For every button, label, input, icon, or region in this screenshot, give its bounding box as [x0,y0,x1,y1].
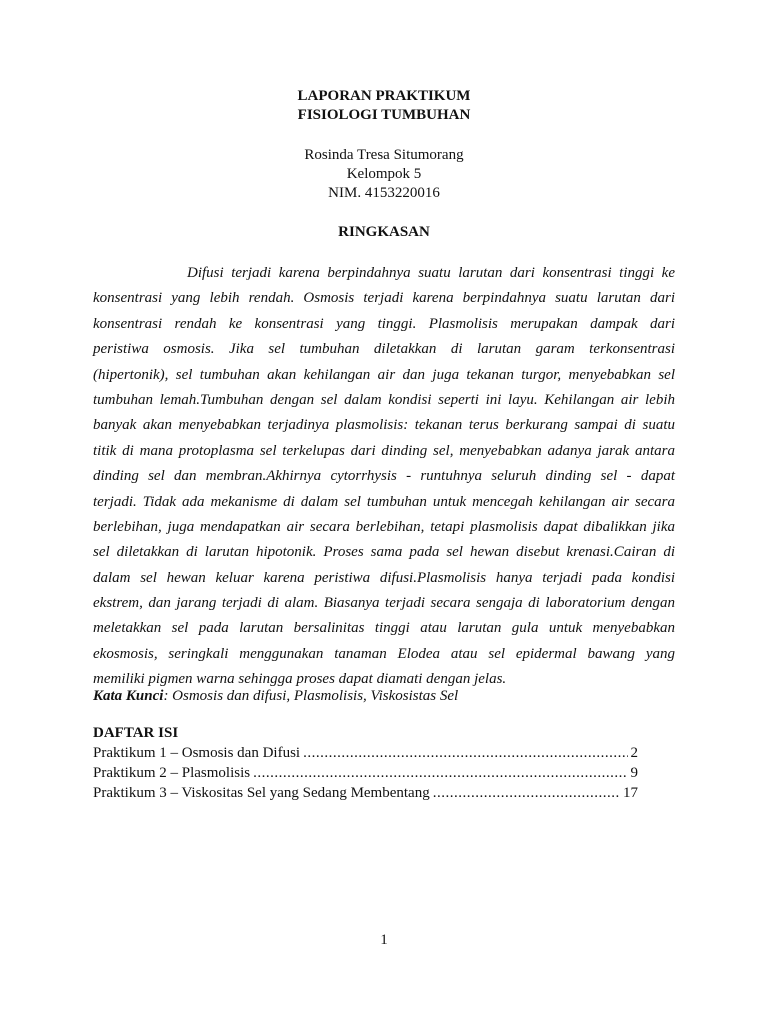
keywords-text: : Osmosis dan difusi, Plasmolisis, Viskosistas Sel [163,688,459,704]
summary-line: memiliki pigmen warna sehingga proses dapat diamati dengan jelas. [93,671,507,688]
author-nim: NIM. 4153220016 [328,185,440,201]
summary-line: sel diletakkan di larutan hipotonik. Proses sama pada sel hewan disebut krenasi.Cairan di [93,544,675,561]
summary-paragraph [93,261,675,693]
toc-entry[interactable] [93,743,638,763]
summary-line: konsentrasi yang lebih rendah. Osmosis terjadi karena berpindahnya suatu larutan dari [93,290,675,307]
summary-line: peristiwa osmosis. Jika sel tumbuhan diletakkan di larutan garam terkonsentrasi [93,341,675,358]
summary-line: konsentrasi rendah ke konsentrasi yang tinggi. Plasmolisis merupakan dampak dari [93,315,675,332]
summary-line: titik di mana protoplasma sel terkelupas dari dinding sel, menyebabkan adanya jarak antara [93,442,675,459]
toc-entry-title: Praktikum 1 – Osmosis dan Difusi [93,745,301,761]
summary-line: tumbuhan lemah.Tumbuhan dengan sel dalam kondisi seperti ini layu. Kehilangan air lebih [93,391,675,408]
toc-entry[interactable] [93,783,638,803]
summary-line: ekosmosis, seringkali menggunakan tanaman Elodea atau sel epidermal bawang yang [93,645,675,662]
author-name: Rosinda Tresa Situmorang [304,147,464,163]
toc-heading: DAFTAR ISI [93,725,179,741]
toc-entry[interactable] [93,763,638,783]
toc-entry-page: 9 [630,765,638,781]
summary-line: banyak akan menyebabkan terjadinya plasmolisis: tekanan terus berkurang sampai di suatu [93,417,675,434]
title-line-2: FISIOLOGI TUMBUHAN [297,107,471,123]
title-line-1: LAPORAN PRAKTIKUM [297,88,471,104]
summary-line: meletakkan sel pada larutan bersalinitas tinggi atau larutan gula untuk menyebabkan [93,620,675,637]
summary-line: ekstrem, dan jarang terjadi di alam. Biasanya terjadi secara sengaja di laboratorium dengan [93,595,675,612]
summary-line: dalam sel hewan keluar karena peristiwa difusi.Plasmolisis hanya terjadi pada kondisi [93,569,675,586]
summary-line: dinding sel dan membran.Akhirnya cytorrhysis - runtuhnya seluruh dinding sel - dapat [93,468,675,485]
summary-heading: RINGKASAN [338,224,430,240]
toc-leader-dots [303,743,627,763]
summary-line: terjadi. Tidak ada mekanisme di dalam sel tumbuhan untuk mencegah kehilangan air secara [93,493,675,510]
toc-entry-page: 17 [623,785,638,801]
toc-entry-title: Praktikum 3 – Viskositas Sel yang Sedang Membentang [93,785,430,801]
toc-entry-page: 2 [630,745,638,761]
toc-leader-dots [433,783,620,803]
keywords-label: Kata Kunci [93,688,164,704]
author-block [0,146,768,203]
author-group: Kelompok 5 [346,166,422,182]
toc-leader-dots [253,763,627,783]
keywords [93,686,458,706]
summary-line: Difusi terjadi karena berpindahnya suatu larutan dari konsentrasi tinggi ke [187,265,675,281]
report-title [0,87,768,125]
summary-line: berlebihan, juga mendapatkan air secara berlebihan, tetapi plasmolisis dapat dibalikkan jika [93,518,675,535]
table-of-contents [93,743,638,803]
page-number: 1 [380,932,388,948]
summary-line: (hipertonik), sel tumbuhan akan kehilangan air dan juga tekanan turgor, menyebabkan sel [93,366,675,383]
toc-entry-title: Praktikum 2 – Plasmolisis [93,765,251,781]
